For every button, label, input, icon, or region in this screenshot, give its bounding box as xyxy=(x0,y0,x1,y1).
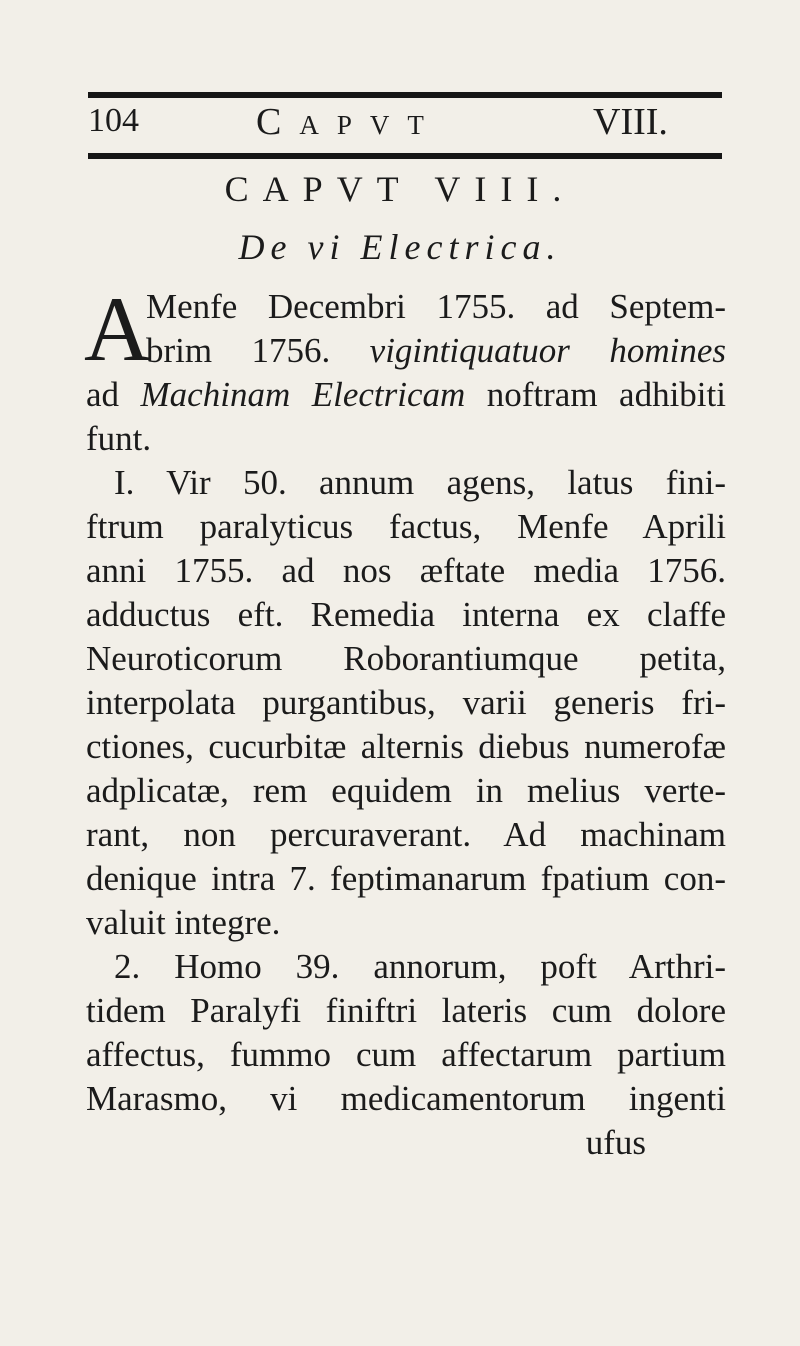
text-line xyxy=(86,329,726,373)
text-line: ftrum paralyticus factus, Menfe Aprili xyxy=(86,507,726,546)
text-line: adplicatæ, rem equidem in melius verte- xyxy=(86,771,726,810)
text-line: valuit integre. xyxy=(86,903,281,942)
italic-text: Machinam Electricam xyxy=(140,375,466,414)
text-line xyxy=(86,373,726,417)
text-span: brim 1756. xyxy=(146,331,370,370)
text-line: ctiones, cucurbitæ alternis diebus numerofæ xyxy=(86,727,726,766)
text-line: adductus eft. Remedia interna ex claffe xyxy=(86,595,726,634)
running-chapter-number: VIII. xyxy=(593,101,668,143)
text-line: 2. Homo 39. annorum, poft Arthri- xyxy=(114,947,726,986)
text-line: interpolata purgantibus, varii generis fri- xyxy=(86,683,726,722)
text-span: ad xyxy=(86,375,141,414)
drop-cap: A xyxy=(84,278,151,380)
italic-text: vigintiquatuor homines xyxy=(369,331,726,370)
text-line: anni 1755. ad nos æftate media 1756. xyxy=(86,551,726,590)
chapter-subtitle: De vi Electrica. xyxy=(238,227,562,267)
header-bottom-rule xyxy=(88,153,722,159)
running-title: Capvt xyxy=(256,101,442,143)
page-number: 104 xyxy=(88,102,139,139)
body-text xyxy=(84,278,726,1165)
running-head xyxy=(88,100,722,150)
text-line: I. Vir 50. annum agens, latus fini- xyxy=(114,463,726,502)
text-line: Menfe Decembri 1755. ad Septem- xyxy=(146,287,726,326)
text-line: Neuroticorum Roborantiumque petita, xyxy=(86,639,726,678)
chapter-title: CAPVT VIII. xyxy=(224,169,576,209)
text-line: Marasmo, vi medicamentorum ingenti xyxy=(86,1079,726,1118)
text-line: funt. xyxy=(86,419,152,458)
text-line: rant, non percuraverant. Ad machinam xyxy=(86,815,726,854)
text-line: affectus, fummo cum affectarum partium xyxy=(86,1035,726,1074)
text-span: noftram adhibiti xyxy=(465,375,726,414)
text-line: tidem Paralyfi finiftri lateris cum dolore xyxy=(86,991,726,1030)
header-top-rule xyxy=(88,92,722,98)
text-line: denique intra 7. feptimanarum fpatium con- xyxy=(86,859,726,898)
catchword: ufus xyxy=(585,1123,646,1162)
